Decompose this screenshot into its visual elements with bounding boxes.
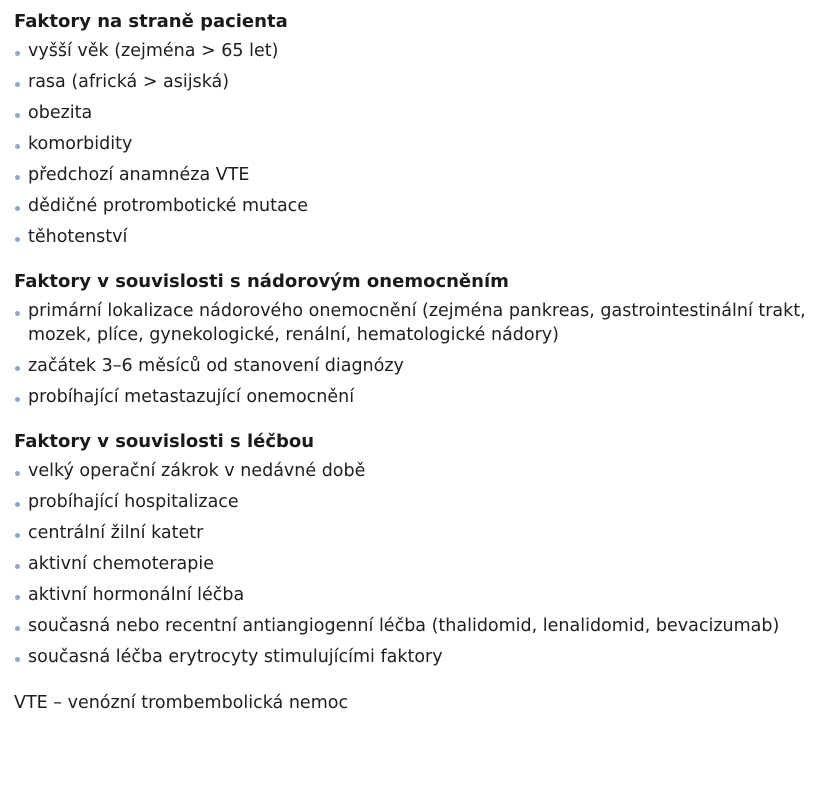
bullet-icon bbox=[15, 51, 20, 56]
list-item bbox=[14, 225, 813, 249]
section-tumor-factors bbox=[14, 270, 813, 409]
list-item-text: komorbidity bbox=[28, 134, 133, 154]
list-item bbox=[14, 614, 813, 638]
bullet-icon bbox=[15, 595, 20, 600]
list-item bbox=[14, 521, 813, 545]
list-item-text: aktivní hormonální léčba bbox=[28, 585, 245, 605]
list-item-text: současná léčba erytrocyty stimulujícími faktory bbox=[28, 647, 443, 667]
list-item bbox=[14, 70, 813, 94]
list-item bbox=[14, 299, 813, 347]
bullet-icon bbox=[15, 564, 20, 569]
footnote: VTE – venózní trombembolická nemoc bbox=[14, 693, 349, 713]
list-item-text: vyšší věk (zejména > 65 let) bbox=[28, 41, 279, 61]
bullet-list bbox=[14, 39, 813, 249]
section-title: Faktory na straně pacienta bbox=[14, 11, 288, 32]
bullet-list bbox=[14, 299, 813, 409]
bullet-icon bbox=[15, 311, 20, 316]
bullet-icon bbox=[15, 366, 20, 371]
list-item-text: probíhající hospitalizace bbox=[28, 492, 239, 512]
section-treatment-factors bbox=[14, 430, 813, 669]
list-item-text: předchozí anamnéza VTE bbox=[28, 165, 250, 185]
section-title: Faktory v souvislosti s nádorovým onemocněním bbox=[14, 271, 509, 292]
list-item-text: centrální žilní katetr bbox=[28, 523, 204, 543]
list-item-text: primární lokalizace nádorového onemocnění (zejména pankreas, gastrointestinální trakt, mozek, plíce, gynekologické, renální, hematologické nádory) bbox=[28, 301, 806, 345]
list-item-text: velký operační zákrok v nedávné době bbox=[28, 461, 366, 481]
list-item bbox=[14, 354, 813, 378]
list-item bbox=[14, 459, 813, 483]
list-item-text: probíhající metastazující onemocnění bbox=[28, 387, 355, 407]
list-item bbox=[14, 39, 813, 63]
list-item-text: aktivní chemoterapie bbox=[28, 554, 214, 574]
list-item-text: obezita bbox=[28, 103, 93, 123]
bullet-icon bbox=[15, 113, 20, 118]
list-item bbox=[14, 163, 813, 187]
bullet-icon bbox=[15, 206, 20, 211]
list-item-text: začátek 3–6 měsíců od stanovení diagnózy bbox=[28, 356, 404, 376]
bullet-icon bbox=[15, 397, 20, 402]
bullet-icon bbox=[15, 626, 20, 631]
bullet-icon bbox=[15, 144, 20, 149]
list-item bbox=[14, 490, 813, 514]
bullet-icon bbox=[15, 533, 20, 538]
list-item bbox=[14, 132, 813, 156]
bullet-icon bbox=[15, 657, 20, 662]
list-item bbox=[14, 385, 813, 409]
list-item bbox=[14, 583, 813, 607]
section-patient-factors bbox=[14, 10, 813, 249]
list-item-text: současná nebo recentní antiangiogenní léčba (thalidomid, lenalidomid, bevacizumab) bbox=[28, 616, 780, 636]
list-item bbox=[14, 552, 813, 576]
bullet-icon bbox=[15, 175, 20, 180]
list-item bbox=[14, 101, 813, 125]
bullet-icon bbox=[15, 502, 20, 507]
list-item-text: dědičné protrombotické mutace bbox=[28, 196, 309, 216]
list-item-text: těhotenství bbox=[28, 227, 128, 247]
bullet-icon bbox=[15, 237, 20, 242]
list-item bbox=[14, 194, 813, 218]
bullet-list bbox=[14, 459, 813, 669]
list-item bbox=[14, 645, 813, 669]
bullet-icon bbox=[15, 82, 20, 87]
list-item-text: rasa (africká > asijská) bbox=[28, 72, 230, 92]
section-title: Faktory v souvislosti s léčbou bbox=[14, 431, 315, 452]
bullet-icon bbox=[15, 471, 20, 476]
